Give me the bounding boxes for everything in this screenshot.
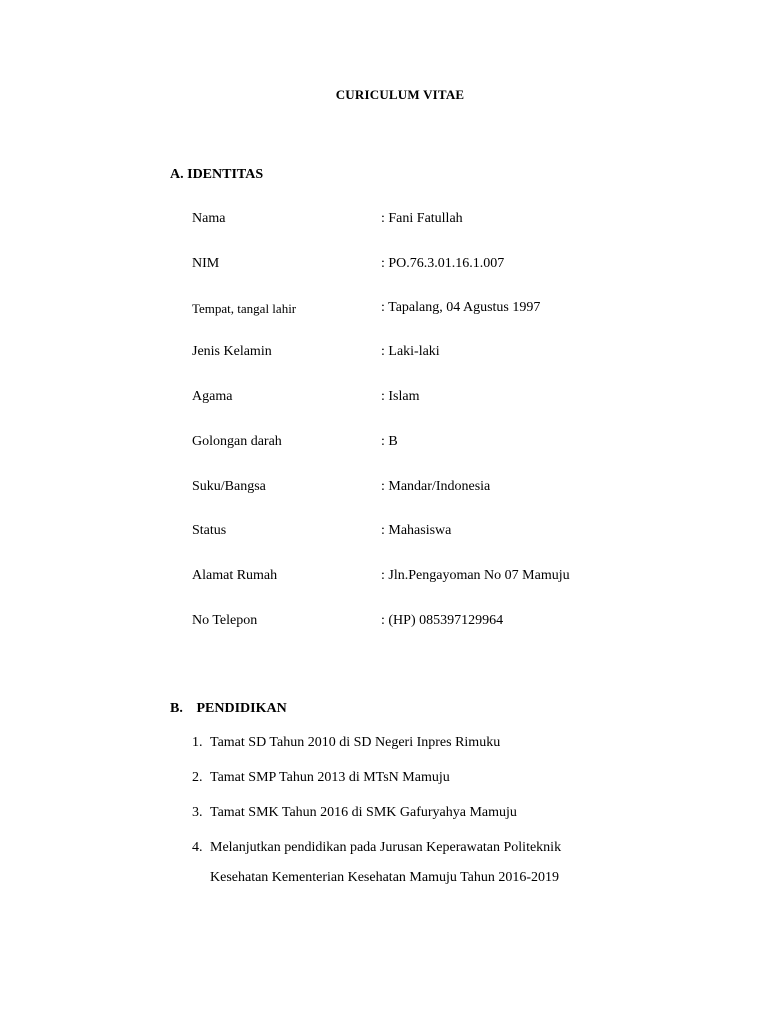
field-value: : Mahasiswa (381, 523, 452, 538)
field-label: Jenis Kelamin (192, 344, 272, 359)
education-item-text: Tamat SD Tahun 2010 di SD Negeri Inpres Rimuku (210, 735, 501, 750)
document-title: CURICULUM VITAE (335, 87, 465, 102)
field-label: Agama (192, 389, 233, 404)
field-value: : Islam (381, 389, 420, 404)
field-label: Status (192, 523, 227, 538)
field-label: NIM (192, 256, 220, 271)
education-item-number: 1. (192, 735, 203, 750)
education-item-text: Tamat SMP Tahun 2013 di MTsN Mamuju (210, 770, 450, 785)
section-a-number: A. (170, 167, 184, 182)
field-value: : Jln.Pengayoman No 07 Mamuju (381, 568, 570, 583)
education-item-number: 4. (192, 840, 203, 855)
field-label: No Telepon (192, 613, 258, 628)
field-value: : Laki-laki (381, 344, 440, 359)
section-a-heading (170, 167, 263, 183)
field-label: Golongan darah (192, 434, 282, 449)
section-b-title: PENDIDIKAN (196, 701, 287, 716)
education-item-number: 2. (192, 770, 203, 785)
field-label: Alamat Rumah (192, 568, 278, 583)
section-b-number: B. (170, 701, 183, 716)
field-value: : Tapalang, 04 Agustus 1997 (381, 300, 541, 315)
field-value: : Fani Fatullah (381, 211, 463, 226)
education-item-text: Tamat SMK Tahun 2016 di SMK Gafuryahya Mamuju (210, 805, 517, 820)
education-item-text-continued: Kesehatan Kementerian Kesehatan Mamuju Tahun 2016-2019 (210, 870, 560, 885)
field-label: Tempat, tangal lahir (192, 301, 297, 316)
field-value: : B (381, 434, 398, 449)
section-a-title: IDENTITAS (187, 167, 264, 182)
field-label: Suku/Bangsa (192, 479, 266, 494)
field-value: : PO.76.3.01.16.1.007 (381, 256, 505, 271)
education-item-text: Melanjutkan pendidikan pada Jurusan Keperawatan Politeknik (210, 840, 562, 855)
education-item-number: 3. (192, 805, 203, 820)
field-value: : (HP) 085397129964 (381, 613, 504, 628)
field-value: : Mandar/Indonesia (381, 479, 491, 494)
field-label: Nama (192, 211, 226, 226)
section-b-heading (170, 701, 287, 717)
